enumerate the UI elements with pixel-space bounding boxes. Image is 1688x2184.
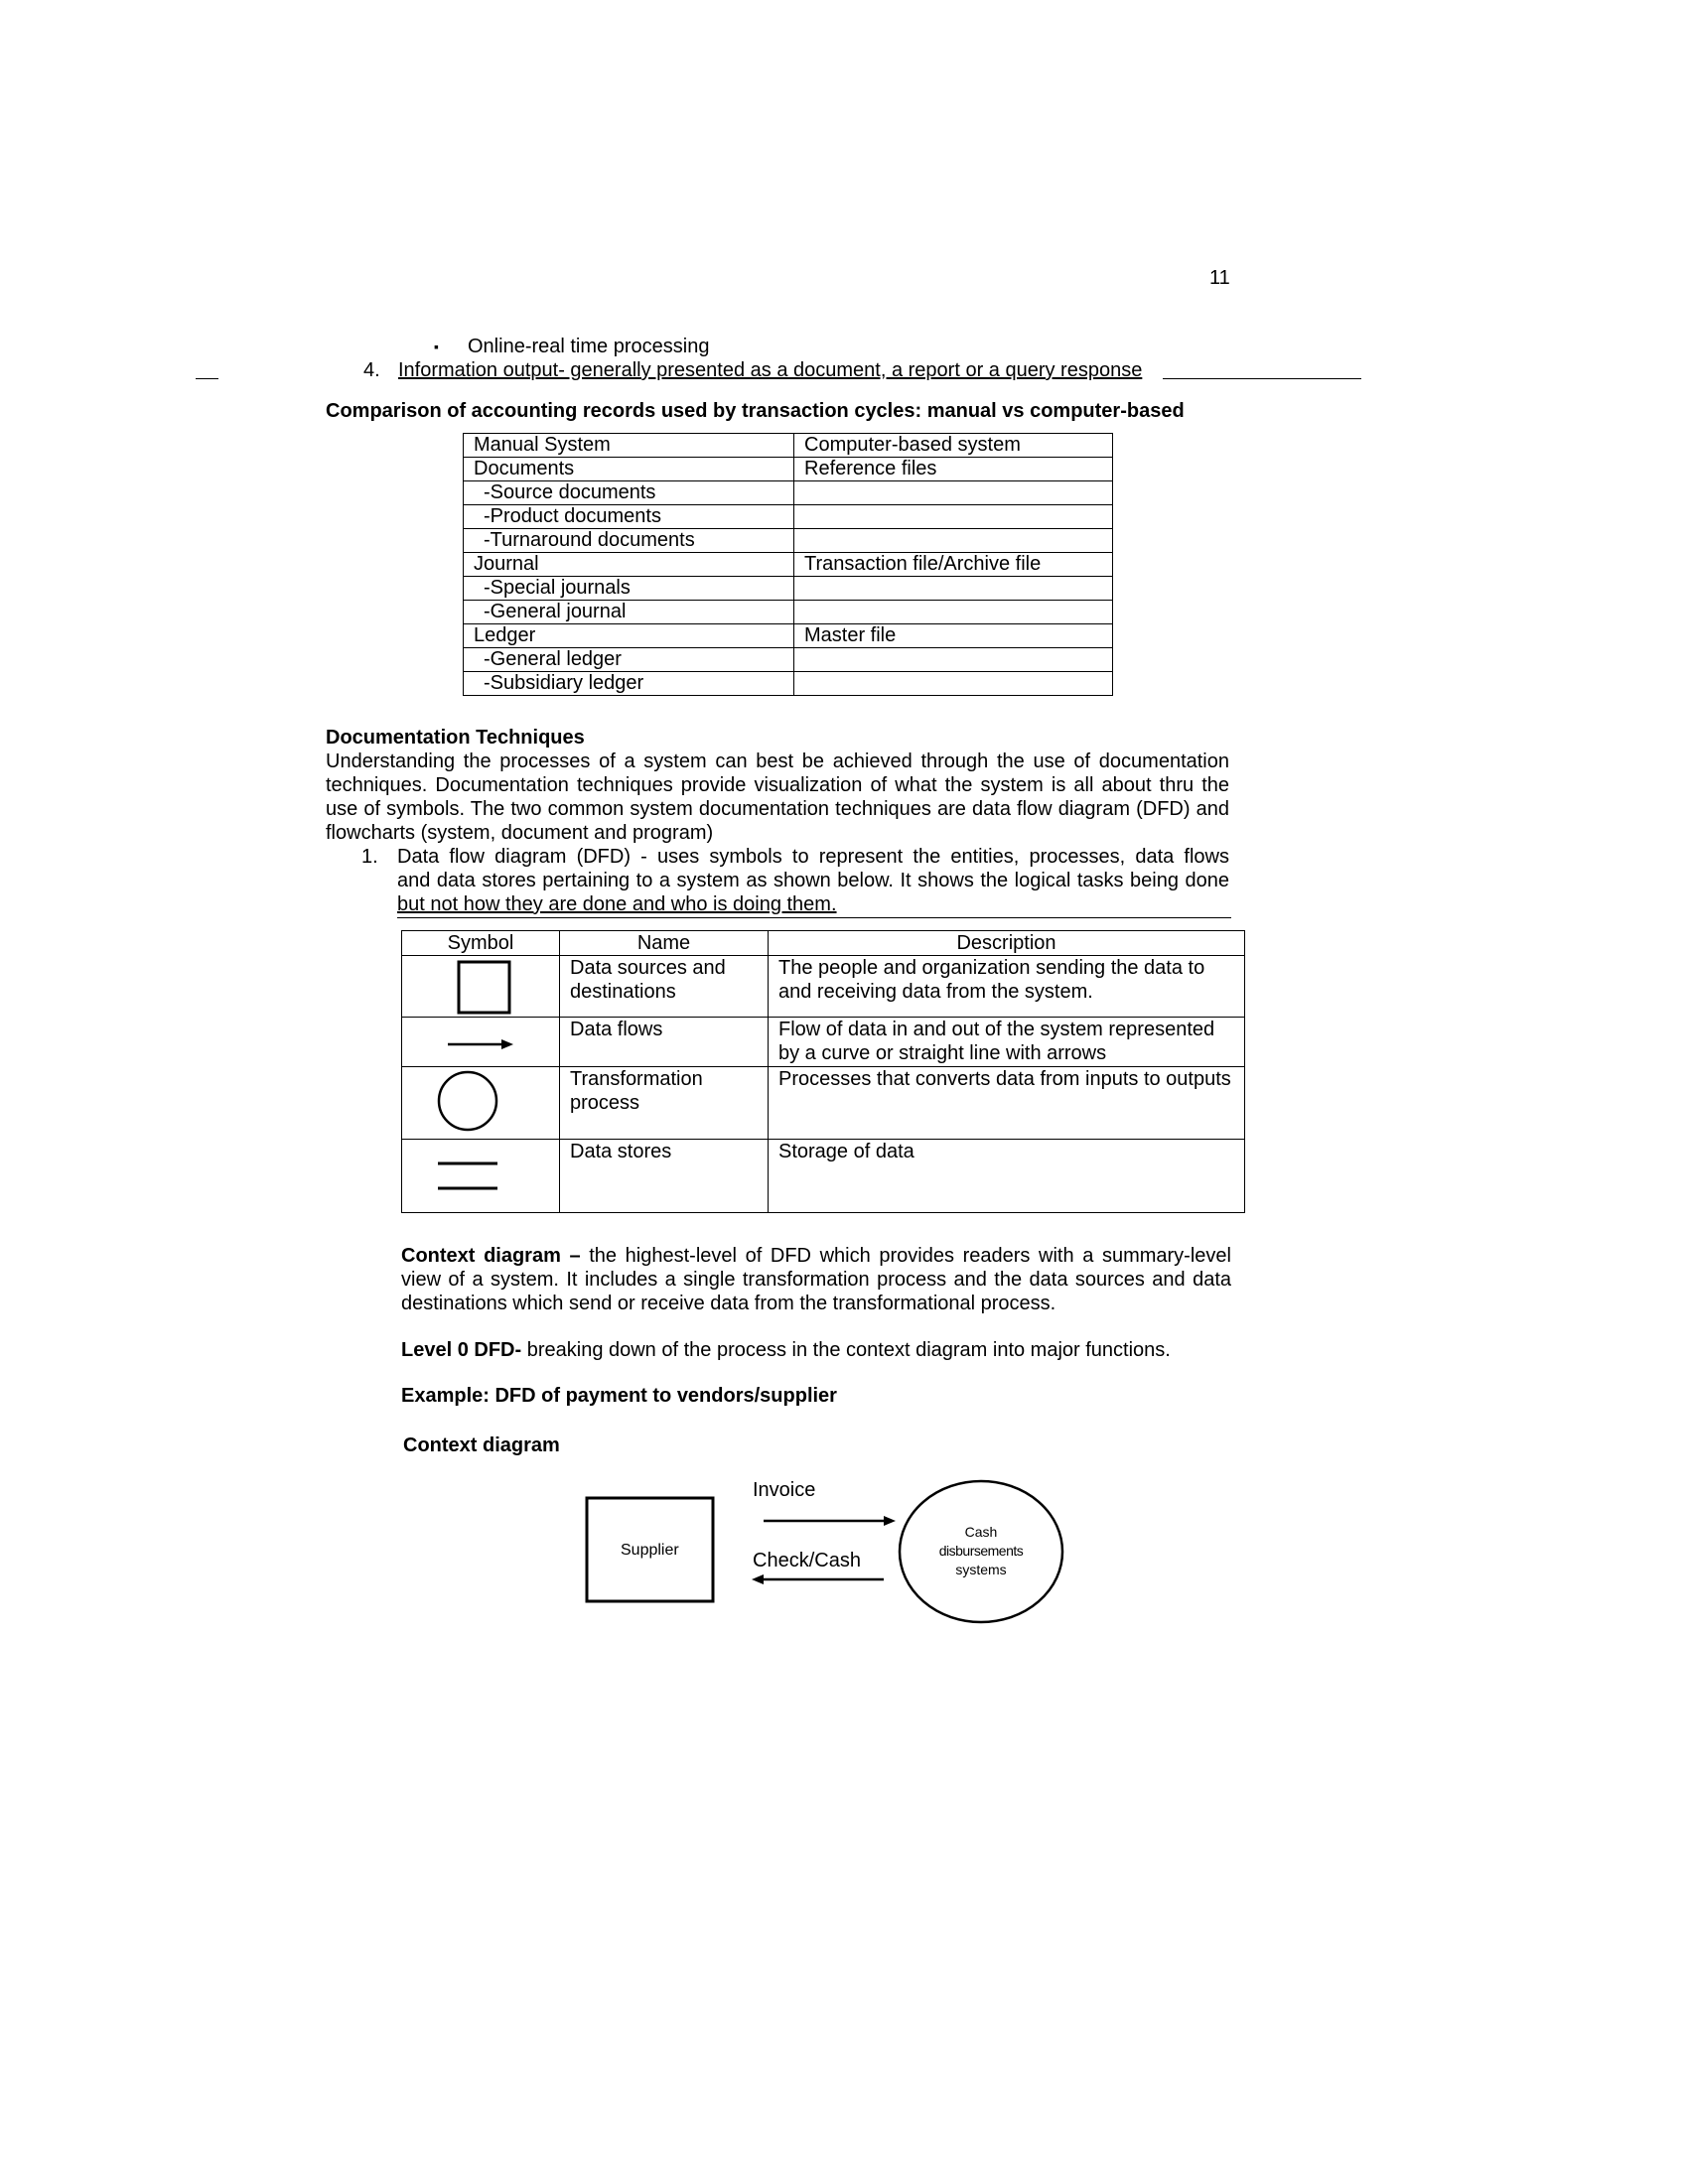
comparison-row — [464, 648, 1113, 672]
symbol-cell — [402, 1140, 560, 1213]
invoice-flow-arrowhead — [884, 1516, 896, 1526]
bullet-text: Online-real time processing — [468, 336, 710, 357]
context-paragraph — [401, 1244, 1231, 1315]
context-line: view of a system. It includes a single transformation process and the data sources and data — [401, 1269, 1231, 1291]
computer-system-cell: Computer-based system — [794, 434, 1113, 458]
manual-system-cell: -Special journals — [464, 577, 794, 601]
manual-system-cell: -Source documents — [464, 481, 794, 505]
comparison-row — [464, 577, 1113, 601]
manual-system-cell: Ledger — [464, 624, 794, 648]
comparison-row — [464, 505, 1113, 529]
item4-text: Information output- generally presented as a document, a report or a query response — [398, 359, 1143, 381]
process-label-line: disbursements — [938, 1543, 1024, 1559]
computer-system-cell — [794, 505, 1113, 529]
manual-system-cell: Manual System — [464, 434, 794, 458]
symbol-header: Symbol — [402, 931, 560, 956]
symbol-description: Processes that converts data from inputs to outputs — [769, 1067, 1245, 1140]
section-divider-right — [1163, 378, 1361, 379]
item1-paragraph — [397, 845, 1229, 916]
doc-line: techniques. Documentation techniques provide visualization of what the system is all about thru the — [326, 774, 1229, 796]
context-line-text: the highest-level of DFD which provides readers with a summary-level — [589, 1245, 1231, 1267]
doc-line: use of symbols. The two common system documentation techniques are data flow diagram (DFD) and — [326, 798, 1229, 820]
name-header: Name — [560, 931, 769, 956]
symbol-name: Data stores — [560, 1140, 769, 1213]
computer-system-cell: Reference files — [794, 458, 1113, 481]
level0-text: breaking down of the process in the context diagram into major functions. — [526, 1339, 1171, 1361]
check-flow-arrowhead — [752, 1574, 764, 1584]
context-line — [401, 1244, 1231, 1268]
symbol-name: Data flows — [560, 1018, 769, 1067]
comparison-row — [464, 481, 1113, 505]
computer-system-cell — [794, 601, 1113, 624]
comparison-row — [464, 434, 1113, 458]
dfd-row — [402, 956, 1245, 1018]
double-line-symbol-icon — [402, 1140, 559, 1212]
dfd-symbol-table — [401, 930, 1245, 1213]
process-label — [912, 1523, 1051, 1579]
symbol-name: Data sources and destinations — [560, 956, 769, 1018]
process-label-line: systems — [955, 1562, 1007, 1577]
symbol-name: Transformation process — [560, 1067, 769, 1140]
dfd-header-row — [402, 931, 1245, 956]
description-header: Description — [769, 931, 1245, 956]
item1-number: 1. — [361, 846, 378, 868]
comparison-table — [463, 433, 1113, 696]
manual-system-cell: Documents — [464, 458, 794, 481]
symbol-cell — [402, 1067, 560, 1140]
table-top-rule — [397, 917, 1231, 918]
computer-system-cell — [794, 648, 1113, 672]
doc-line: Understanding the processes of a system can best be achieved through the use of documentation — [326, 751, 1229, 772]
manual-system-cell: Journal — [464, 553, 794, 577]
computer-system-cell — [794, 577, 1113, 601]
dfd-row — [402, 1067, 1245, 1140]
computer-system-cell — [794, 672, 1113, 696]
symbol-cell — [402, 956, 560, 1018]
context-label: Context diagram — [401, 1245, 561, 1267]
context-dash: – — [569, 1245, 581, 1267]
computer-system-cell — [794, 481, 1113, 505]
invoice-label: Invoice — [753, 1479, 816, 1501]
manual-system-cell: -Turnaround documents — [464, 529, 794, 553]
square-symbol-icon — [402, 956, 559, 1017]
check-cash-label: Check/Cash — [753, 1550, 861, 1571]
comparison-row — [464, 529, 1113, 553]
example-heading: Example: DFD of payment to vendors/supplier — [401, 1385, 837, 1407]
symbol-cell — [402, 1018, 560, 1067]
symbol-description: Flow of data in and out of the system represented by a curve or straight line with arrows — [769, 1018, 1245, 1067]
page-number: 11 — [1209, 267, 1230, 289]
comparison-row — [464, 624, 1113, 648]
comparison-row — [464, 553, 1113, 577]
level0-line — [401, 1338, 1171, 1362]
documentation-heading: Documentation Techniques — [326, 727, 585, 749]
manual-system-cell: -General ledger — [464, 648, 794, 672]
dfd-row — [402, 1018, 1245, 1067]
manual-system-cell: -Subsidiary ledger — [464, 672, 794, 696]
item1-line: Data flow diagram (DFD) - uses symbols to represent the entities, processes, data flows — [397, 846, 1229, 868]
section-divider — [196, 378, 218, 379]
symbol-description: The people and organization sending the data to and receiving data from the system. — [769, 956, 1245, 1018]
comparison-row — [464, 601, 1113, 624]
manual-system-cell: -General journal — [464, 601, 794, 624]
computer-system-cell: Transaction file/Archive file — [794, 553, 1113, 577]
bullet-marker: ▪ — [434, 339, 439, 354]
doc-line: flowcharts (system, document and program) — [326, 822, 714, 844]
supplier-label: Supplier — [621, 1542, 679, 1559]
computer-system-cell — [794, 529, 1113, 553]
comparison-title: Comparison of accounting records used by transaction cycles: manual vs computer-based — [326, 400, 1185, 422]
process-label-line: Cash — [964, 1524, 998, 1540]
item1-line: but not how they are done and who is doing them. — [397, 893, 837, 915]
computer-system-cell: Master file — [794, 624, 1113, 648]
comparison-row — [464, 672, 1113, 696]
context-line: destinations which send or receive data from the transformational process. — [401, 1293, 1056, 1314]
level0-label: Level 0 DFD- — [401, 1339, 522, 1361]
documentation-paragraph — [326, 750, 1229, 845]
item4-number: 4. — [363, 359, 380, 381]
symbol-description: Storage of data — [769, 1140, 1245, 1213]
dfd-row — [402, 1140, 1245, 1213]
arrow-symbol-icon — [402, 1018, 559, 1066]
item1-line: and data stores pertaining to a system as shown below. It shows the logical tasks being done — [397, 870, 1229, 891]
context-diagram-heading: Context diagram — [403, 1434, 560, 1456]
manual-system-cell: -Product documents — [464, 505, 794, 529]
circle-symbol-icon — [402, 1067, 559, 1139]
comparison-row — [464, 458, 1113, 481]
